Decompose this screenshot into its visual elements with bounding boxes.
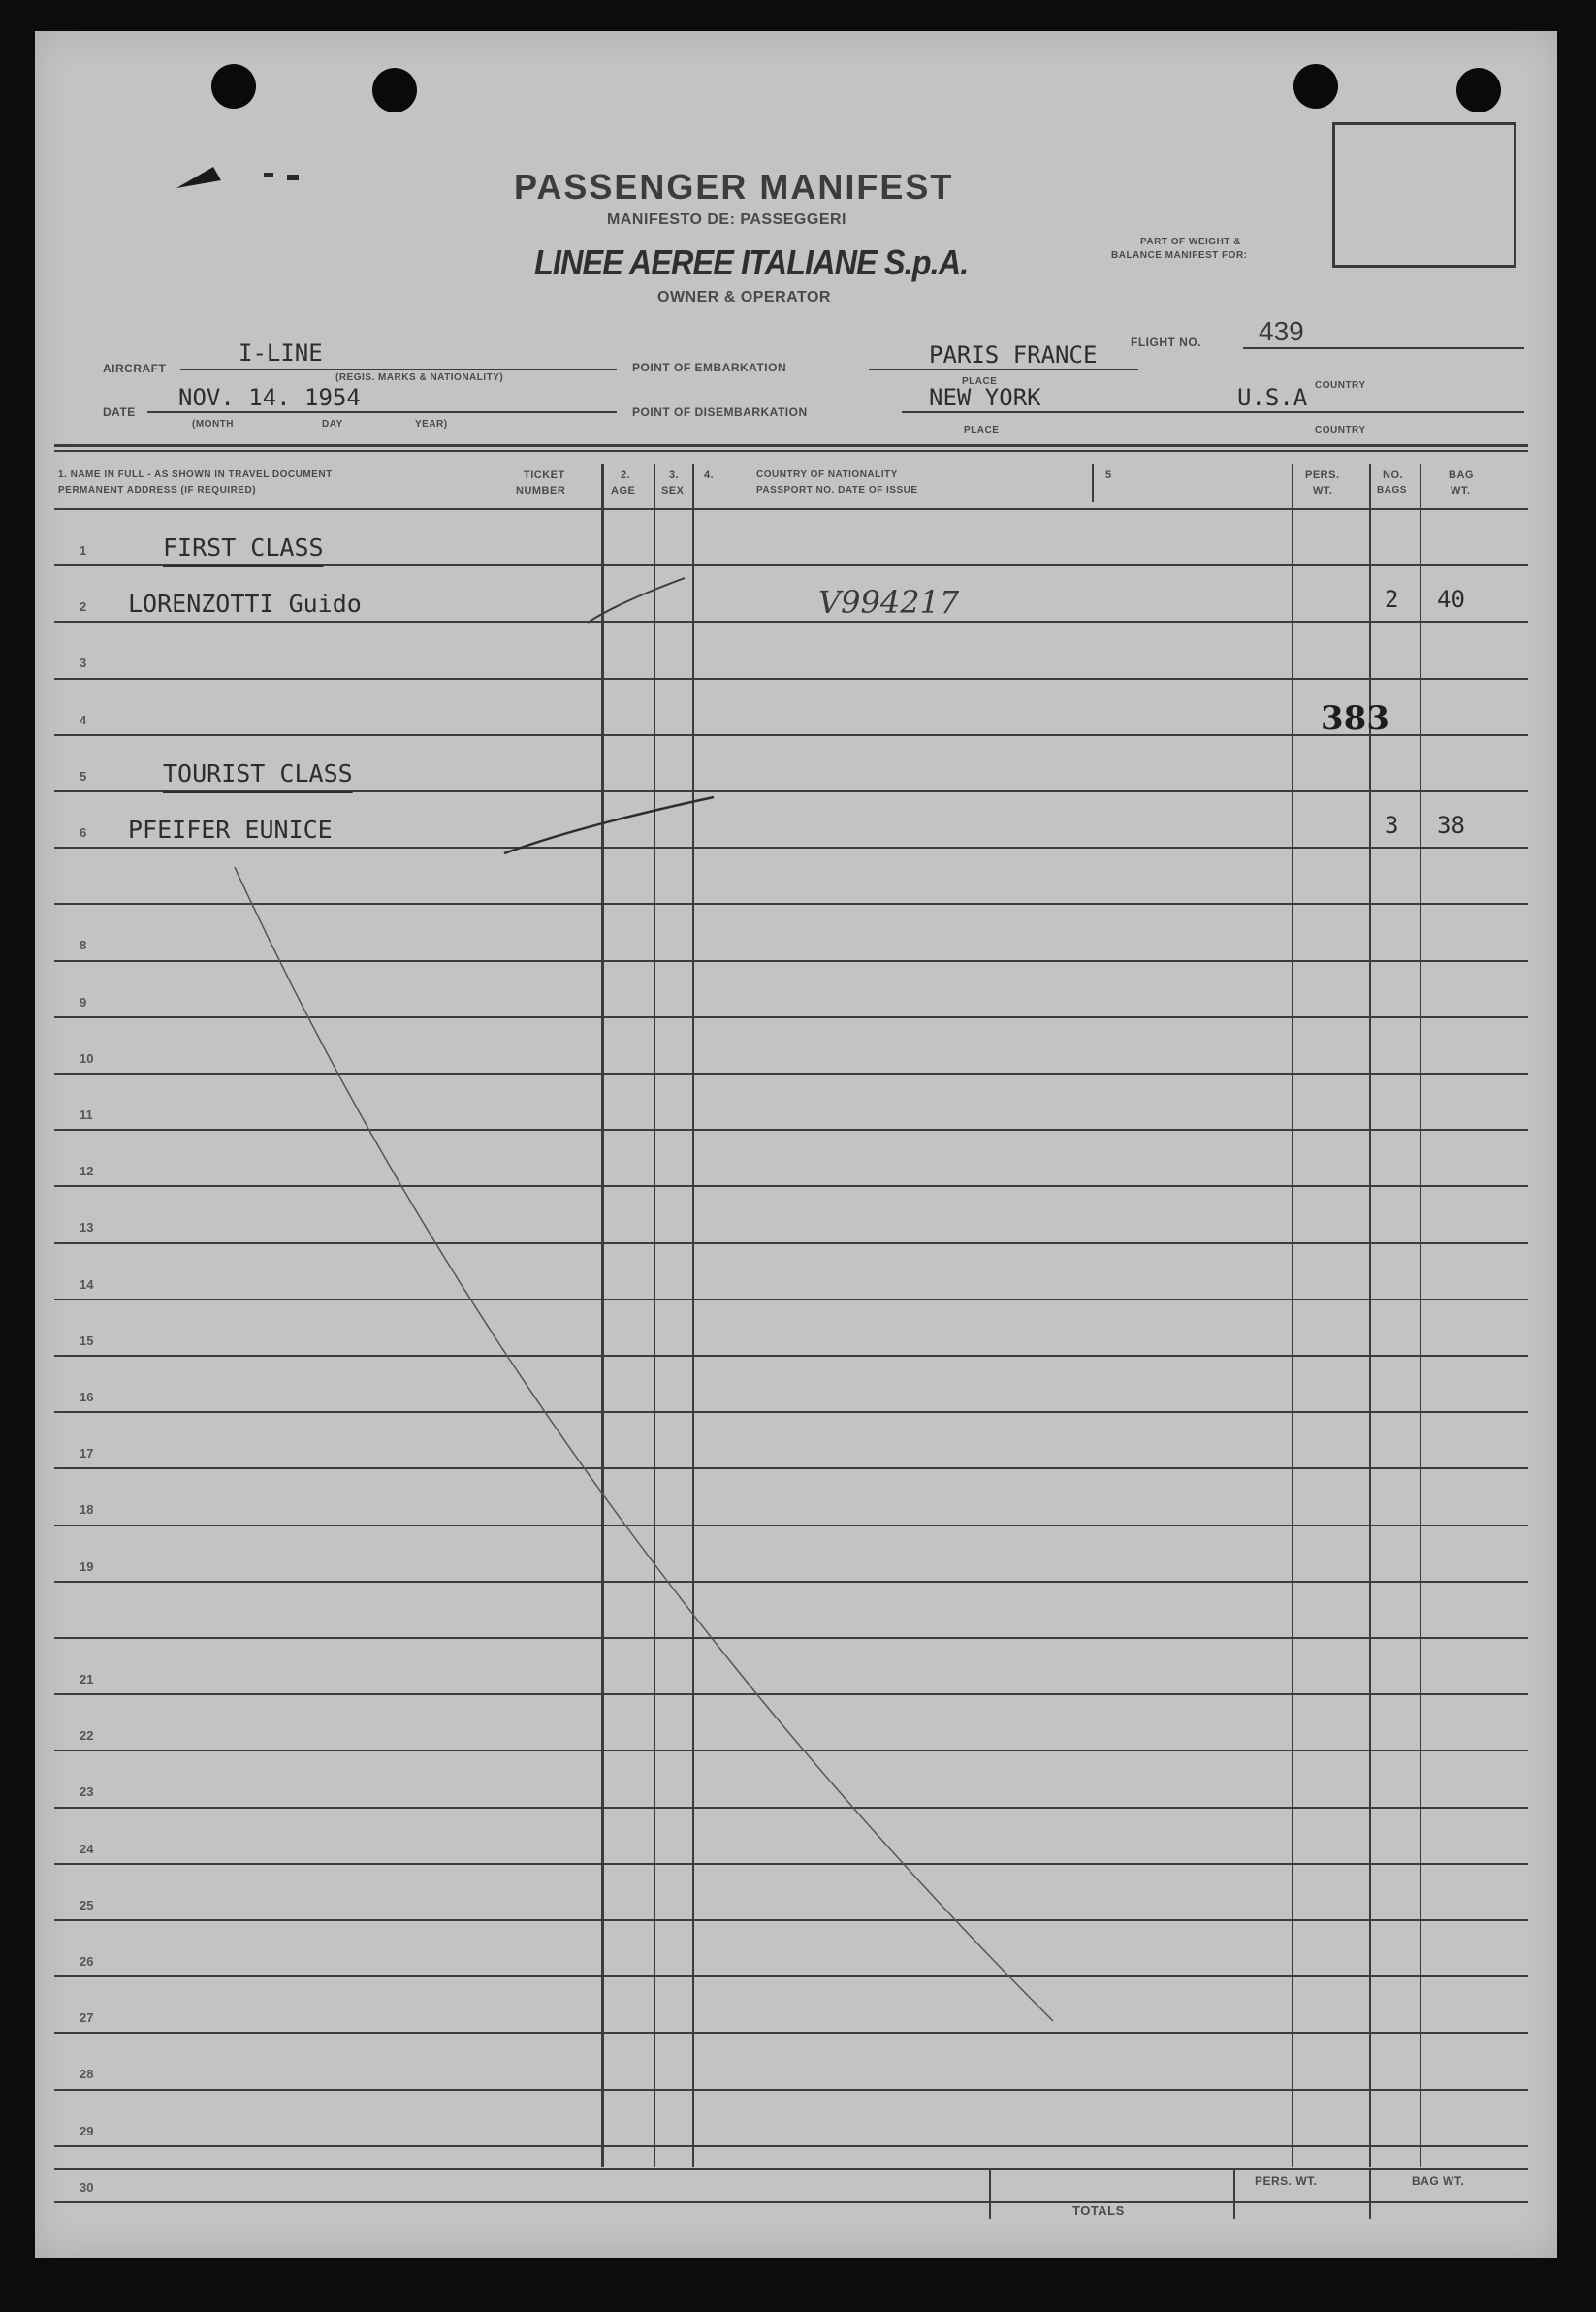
page-title: PASSENGER MANIFEST <box>514 167 954 207</box>
bag-weight: 40 <box>1437 586 1465 614</box>
col-bag-wt-subheader: WT. <box>1451 485 1471 497</box>
manifest-page <box>35 31 1557 2258</box>
row-number: 12 <box>80 1164 94 1179</box>
row-number: 6 <box>80 825 87 840</box>
airline-name: LINEE AEREE ITALIANE S.p.A. <box>534 242 969 282</box>
weight-balance-note: PART OF WEIGHT & <box>1140 237 1241 247</box>
row-number: 2 <box>80 599 87 615</box>
row-number: 26 <box>80 1954 94 1969</box>
flight-no-value: 439 <box>1259 316 1304 346</box>
row-number: 27 <box>80 2010 94 2026</box>
row-number: 19 <box>80 1558 94 1574</box>
row-number: 29 <box>80 2123 94 2138</box>
row-number: 25 <box>80 1897 94 1912</box>
col-name-header: 1. NAME IN FULL - AS SHOWN IN TRAVEL DOCUMENT <box>58 469 333 480</box>
disembarkation-country: U.S.A <box>1237 384 1308 411</box>
col-pers-wt-subheader: WT. <box>1313 485 1333 497</box>
totals-bag-wt-label: BAG WT. <box>1412 2174 1465 2188</box>
col-ticket-subheader: NUMBER <box>516 485 566 497</box>
row-number: 8 <box>80 938 87 953</box>
col-bags-header: NO. <box>1383 469 1404 481</box>
passenger-name: TOURIST CLASS <box>163 758 353 787</box>
passenger-name: FIRST CLASS <box>163 533 324 562</box>
col-nationality-header: COUNTRY OF NATIONALITY <box>756 469 898 480</box>
row-number: 15 <box>80 1333 94 1348</box>
bag-count: 3 <box>1385 812 1399 839</box>
embarkation-value: PARIS FRANCE <box>929 341 1098 369</box>
row-number: 13 <box>80 1220 94 1236</box>
disembarkation-place: NEW YORK <box>929 384 1041 411</box>
row-number: 28 <box>80 2067 94 2082</box>
row-number: 4 <box>80 712 87 727</box>
row-number: 18 <box>80 1502 94 1518</box>
row-number: 24 <box>80 1841 94 1856</box>
country-label-2: COUNTRY <box>1315 425 1366 435</box>
passenger-name: LORENZOTTI Guido <box>128 590 362 619</box>
col-name-subheader: PERMANENT ADDRESS (IF REQUIRED) <box>58 485 257 496</box>
aircraft-label: AIRCRAFT <box>103 362 167 375</box>
col-bags-subheader: BAGS <box>1377 485 1407 496</box>
date-label: DATE <box>103 405 136 419</box>
date-sublabel-month: (MONTH <box>192 419 234 430</box>
totals-pers-wt-label: PERS. WT. <box>1255 2174 1318 2188</box>
totals-label: TOTALS <box>1072 2203 1125 2218</box>
row-number: 21 <box>80 1672 94 1686</box>
flight-no-label: FLIGHT NO. <box>1131 336 1201 349</box>
row-number: 16 <box>80 1390 94 1404</box>
col-ticket-header: TICKET <box>524 469 565 481</box>
row-number: 23 <box>80 1784 94 1800</box>
place-label-2: PLACE <box>964 425 1000 435</box>
page-subtitle: MANIFESTO DE: PASSEGGERI <box>607 211 846 228</box>
place-label: PLACE <box>962 376 998 387</box>
date-sublabel-day: DAY <box>322 419 343 430</box>
col-pers-wt-header: PERS. <box>1305 469 1340 481</box>
col-passport-header: PASSPORT NO. DATE OF ISSUE <box>756 485 918 496</box>
bag-count: 2 <box>1385 586 1399 614</box>
disembarkation-label: POINT OF DISEMBARKATION <box>632 405 808 419</box>
row-number: 30 <box>80 2179 94 2195</box>
col-5-header: 5 <box>1105 469 1112 481</box>
aircraft-sublabel: (REGIS. MARKS & NATIONALITY) <box>335 372 504 383</box>
col-sex-header: 3. <box>669 469 680 481</box>
row-number: 1 <box>80 543 87 558</box>
passport-number: V994217 <box>818 584 960 622</box>
handwritten-strokes <box>35 31 1557 2258</box>
pers-weight: 383 <box>1321 698 1389 738</box>
bag-weight: 38 <box>1437 812 1465 839</box>
col-nationality-number: 4. <box>704 469 715 481</box>
row-number: 3 <box>80 656 87 671</box>
row-number: 5 <box>80 768 87 784</box>
col-age-subheader: AGE <box>611 485 636 497</box>
row-number: 14 <box>80 1276 94 1292</box>
owner-operator-label: OWNER & OPERATOR <box>657 289 831 305</box>
passenger-name: PFEIFER EUNICE <box>128 816 333 844</box>
date-sublabel-year: YEAR) <box>415 419 448 430</box>
row-number: 17 <box>80 1446 94 1461</box>
date-value: NOV. 14. 1954 <box>178 384 361 411</box>
aircraft-value: I-LINE <box>239 339 323 367</box>
row-number: 11 <box>80 1108 93 1122</box>
row-number: 10 <box>80 1050 94 1066</box>
col-sex-subheader: SEX <box>661 485 685 497</box>
row-number: 9 <box>80 994 87 1010</box>
col-bag-wt-header: BAG <box>1449 469 1474 481</box>
col-age-header: 2. <box>621 469 631 481</box>
weight-balance-note: BALANCE MANIFEST FOR: <box>1111 250 1248 261</box>
country-label: COUNTRY <box>1315 380 1366 391</box>
embarkation-label: POINT OF EMBARKATION <box>632 361 787 374</box>
row-number: 22 <box>80 1728 94 1744</box>
